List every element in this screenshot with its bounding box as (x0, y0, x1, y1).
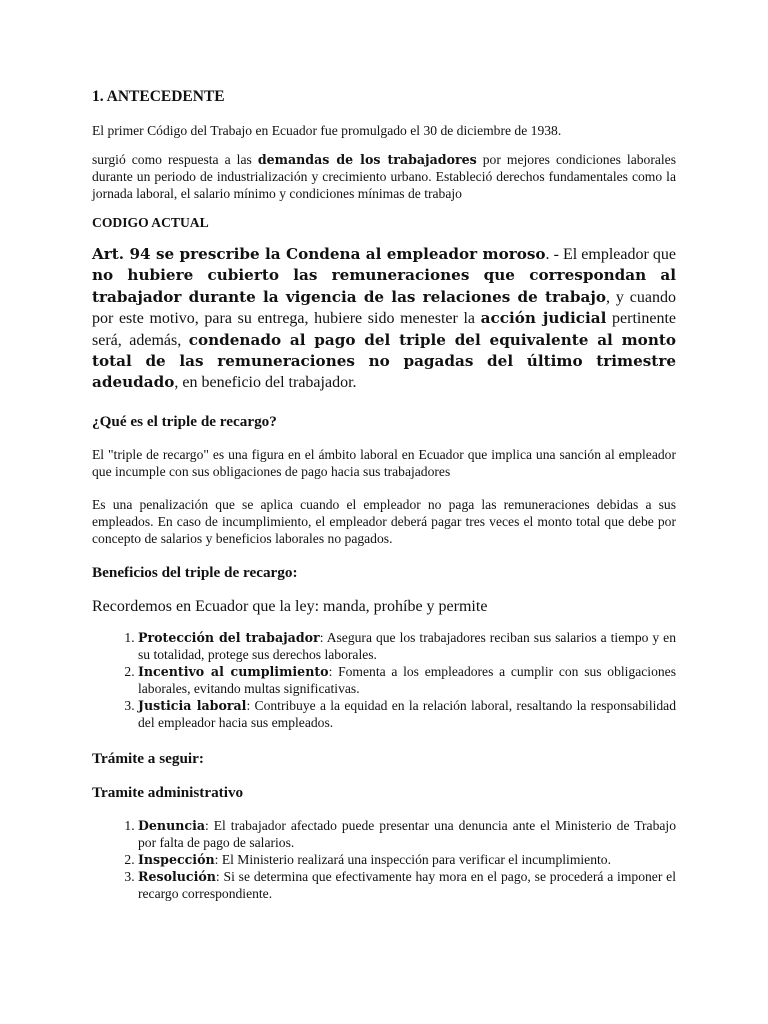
list-item-text: : El trabajador afectado puede presentar una denuncia ante el Ministerio de Trabajo por falta de pago de salarios. (138, 817, 676, 850)
list-item-bold: Justicia laboral (138, 697, 247, 713)
text-run: , y cuando por este motivo, para su entrega, hubiere sido menester la (92, 288, 676, 328)
list-item (138, 663, 676, 697)
document-page (92, 86, 676, 920)
tramite-heading: Trámite a seguir: (92, 749, 204, 767)
text-run: pertinente será, además, (92, 310, 676, 349)
triple-recargo-paragraph-2: Es una penalización que se aplica cuando el empleador no paga las remuneraciones debidas a sus empleados. En caso de incumplimiento, el empleador deberá pagar tres veces el monto total que debe por concepto de salarios y beneficios laborales no pagados. (92, 496, 676, 546)
text-run: por mejores condiciones laborales durante un periodo de industrialización y crecimiento urbano. Estableció derechos fundamentales como la jornada laboral, el salario mínimo y condiciones mínimas de trabajo (92, 152, 676, 201)
triple-recargo-paragraph-1: El "triple de recargo" es una figura en el ámbito laboral en Ecuador que implica una sanción al empleador que incumple con sus obligaciones de pago hacia sus trabajadores (92, 446, 676, 479)
list-item-bold: Inspección (138, 851, 215, 867)
list-item-bold: Denuncia (138, 817, 206, 833)
list-item-bold: Protección del trabajador (138, 629, 320, 645)
bold-text-run: no hubiere cubierto las remuneraciones que correspondan al trabajador durante la vigencia de las relaciones de trabajo (92, 266, 676, 306)
text-run: . - El empleador que (545, 246, 677, 263)
antecedente-heading: 1. ANTECEDENTE (92, 88, 225, 105)
list-item (138, 851, 676, 868)
list-item (138, 697, 676, 731)
recordemos-paragraph: Recordemos en Ecuador que la ley: manda, prohíbe y permite (92, 597, 488, 615)
list-item-text: : Si se determina que efectivamente hay mora en el pago, se procederá a imponer el recargo correspondiente. (138, 868, 676, 901)
text-run: surgió como respuesta a las (92, 152, 258, 167)
beneficios-list (92, 629, 676, 731)
list-item (138, 629, 676, 663)
list-item-text: : Fomenta a los empleadores a cumplir con sus obligaciones laborales, evitando multas significativas. (138, 663, 676, 696)
list-item-text: : Contribuye a la equidad en la relación laboral, resaltando la responsabilidad del empleador hacia sus empleados. (138, 697, 676, 730)
list-item-text: : El Ministerio realizará una inspección para verificar el incumplimiento. (214, 851, 611, 867)
triple-recargo-heading: ¿Qué es el triple de recargo? (92, 412, 277, 430)
tramite-list (92, 817, 676, 902)
codigo-actual-heading: CODIGO ACTUAL (92, 215, 209, 230)
list-item-bold: Resolución (138, 868, 216, 884)
article-94-paragraph (92, 244, 676, 394)
bold-text-run: condenado al pago del triple del equivalente al monto total de las remuneraciones no pagadas del último trimestre adeudado (92, 330, 677, 392)
list-item-text: : Asegura que los trabajadores reciban sus salarios a tiempo y en su totalidad, protege sus derechos laborales. (138, 629, 676, 662)
bold-text-run: demandas de los trabajadores (257, 152, 477, 167)
bold-text-run: acción judicial (480, 309, 607, 328)
antecedente-paragraph-2 (92, 151, 676, 202)
list-item-bold: Incentivo al cumplimiento (138, 663, 329, 679)
list-item (138, 817, 676, 851)
article-title: Art. 94 se prescribe la Condena al empleador moroso (92, 245, 546, 263)
tramite-administrativo-heading: Tramite administrativo (92, 783, 244, 801)
antecedente-paragraph-1: El primer Código del Trabajo en Ecuador fue promulgado el 30 de diciembre de 1938. (92, 123, 562, 138)
text-run: , en beneficio del trabajador. (174, 374, 357, 392)
list-item (138, 868, 676, 902)
beneficios-heading: Beneficios del triple de recargo: (92, 563, 298, 581)
